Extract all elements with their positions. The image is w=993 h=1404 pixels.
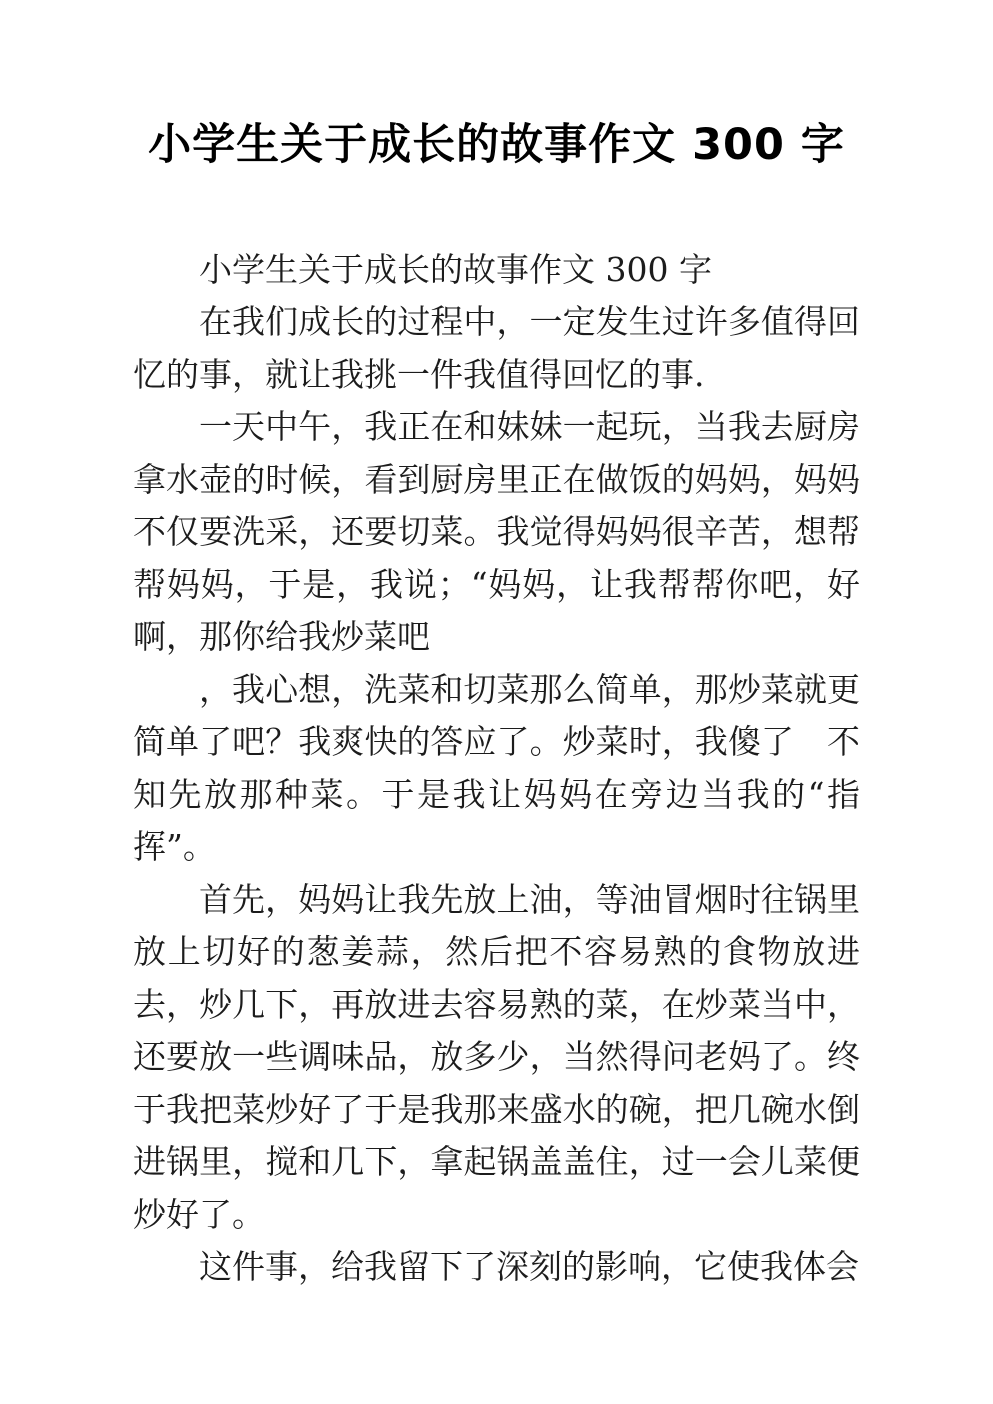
paragraph-cooking-thought: ，我心想，洗菜和切菜那么简单，那炒菜就更简单了吧？我爽快的答应了。炒菜时，我傻了 不知先放那种菜。于是我让妈妈在旁边当我的“指挥”。: [133, 669, 860, 867]
paragraph-conclusion: 这件事，给我留下了深刻的影响，它使我体会: [199, 1247, 859, 1287]
paragraph-subtitle: 小学生关于成长的故事作文 300 字: [199, 249, 712, 289]
paragraph-story-start: 一天中午，我正在和妹妹一起玩，当我去厨房拿水壶的时候，看到厨房里正在做饭的妈妈，妈妈不仅要洗采，还要切菜。我觉得妈妈很辛苦，想帮帮妈妈，于是，我说；“妈妈，让我帮帮你吧，好啊，那你给我炒菜吧: [133, 407, 860, 657]
paragraph-intro: 在我们成长的过程中，一定发生过许多值得回忆的事，就让我挑一件我值得回忆的事.: [133, 302, 860, 394]
page-title: 小学生关于成长的故事作文 300 字: [148, 120, 845, 170]
document-body: [0, 174, 993, 1294]
paragraph-cooking-steps: 首先，妈妈让我先放上油，等油冒烟时往锅里放上切好的葱姜蒜，然后把不容易熟的食物放进去，炒几下，再放进去容易熟的菜，在炒菜当中，还要放一些调味品，放多少，当然得问老妈了。终于我把菜炒好了于是我那来盛水的碗，把几碗水倒进锅里，搅和几下，拿起锅盖盖住，过一会儿菜便炒好了。: [133, 879, 860, 1234]
